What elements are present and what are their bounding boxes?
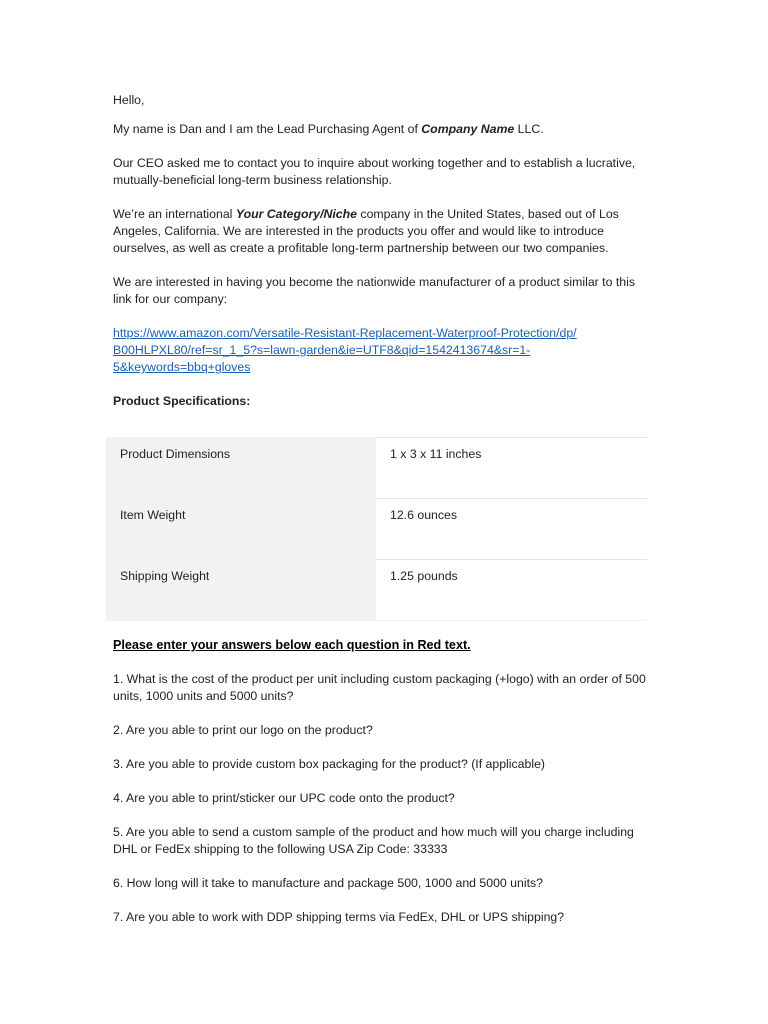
question-5: 5. Are you able to send a custom sample of the product and how much will you charge including DHL or FedEx shipping to the following USA Zip Code: 33333 bbox=[113, 825, 634, 856]
question-1: 1. What is the cost of the product per unit including custom packaging (+logo) with an order of 500 units, 1000 units and 5000 units? bbox=[113, 672, 646, 703]
table-row bbox=[106, 499, 647, 560]
category-niche: Your Category/Niche bbox=[235, 207, 358, 221]
product-link-line-3: 5&keywords=bbq+gloves bbox=[113, 360, 251, 374]
about-text: We’re an international bbox=[113, 207, 236, 221]
intro-paragraph bbox=[113, 121, 653, 138]
spec-heading: Product Specifications: bbox=[113, 394, 251, 408]
intro-text: My name is Dan and I am the Lead Purchasing Agent of bbox=[113, 122, 422, 136]
spec-label: Product Dimensions bbox=[106, 438, 376, 499]
about-suffix: company in the United States, based out of Los Angeles, California. We are interested in the products you offer and would like to introduce ourselves, as well as create a profitable long-term partnership between our two companies. bbox=[113, 207, 619, 255]
letter-body bbox=[113, 92, 653, 943]
product-link-paragraph bbox=[113, 325, 653, 376]
interest-paragraph: We are interested in having you become the nationwide manufacturer of a product similar to this link for our company: bbox=[113, 275, 635, 306]
spec-label: Shipping Weight bbox=[106, 560, 376, 621]
spec-label: Item Weight bbox=[106, 499, 376, 560]
intro-suffix: LLC. bbox=[514, 122, 544, 136]
spec-value: 1 x 3 x 11 inches bbox=[376, 438, 647, 499]
spec-value: 1.25 pounds bbox=[376, 560, 647, 621]
spec-value: 12.6 ounces bbox=[376, 499, 647, 560]
ceo-paragraph: Our CEO asked me to contact you to inquire about working together and to establish a lucrative, mutually-beneficial long-term business relationship. bbox=[113, 156, 636, 187]
greeting: Hello, bbox=[113, 93, 145, 107]
question-7: 7. Are you able to work with DDP shipping terms via FedEx, DHL or UPS shipping? bbox=[113, 910, 565, 924]
product-link-line-1: https://www.amazon.com/Versatile-Resistant-Replacement-Waterproof-Protection/dp/ bbox=[113, 326, 577, 340]
question-6: 6. How long will it take to manufacture and package 500, 1000 and 5000 units? bbox=[113, 876, 543, 890]
spec-table bbox=[106, 437, 647, 621]
question-4: 4. Are you able to print/sticker our UPC code onto the product? bbox=[113, 791, 455, 805]
about-paragraph bbox=[113, 206, 653, 257]
company-name: Company Name bbox=[421, 122, 515, 136]
table-row bbox=[106, 438, 647, 499]
product-link-line-2: B00HLPXL80/ref=sr_1_5?s=lawn-garden&ie=UTF8&qid=1542413674&sr=1- bbox=[113, 343, 531, 357]
table-row bbox=[106, 560, 647, 621]
instruction-heading: Please enter your answers below each question in Red text. bbox=[113, 638, 471, 652]
question-2: 2. Are you able to print our logo on the product? bbox=[113, 723, 373, 737]
product-link[interactable] bbox=[113, 326, 577, 374]
question-3: 3. Are you able to provide custom box packaging for the product? (If applicable) bbox=[113, 757, 546, 771]
